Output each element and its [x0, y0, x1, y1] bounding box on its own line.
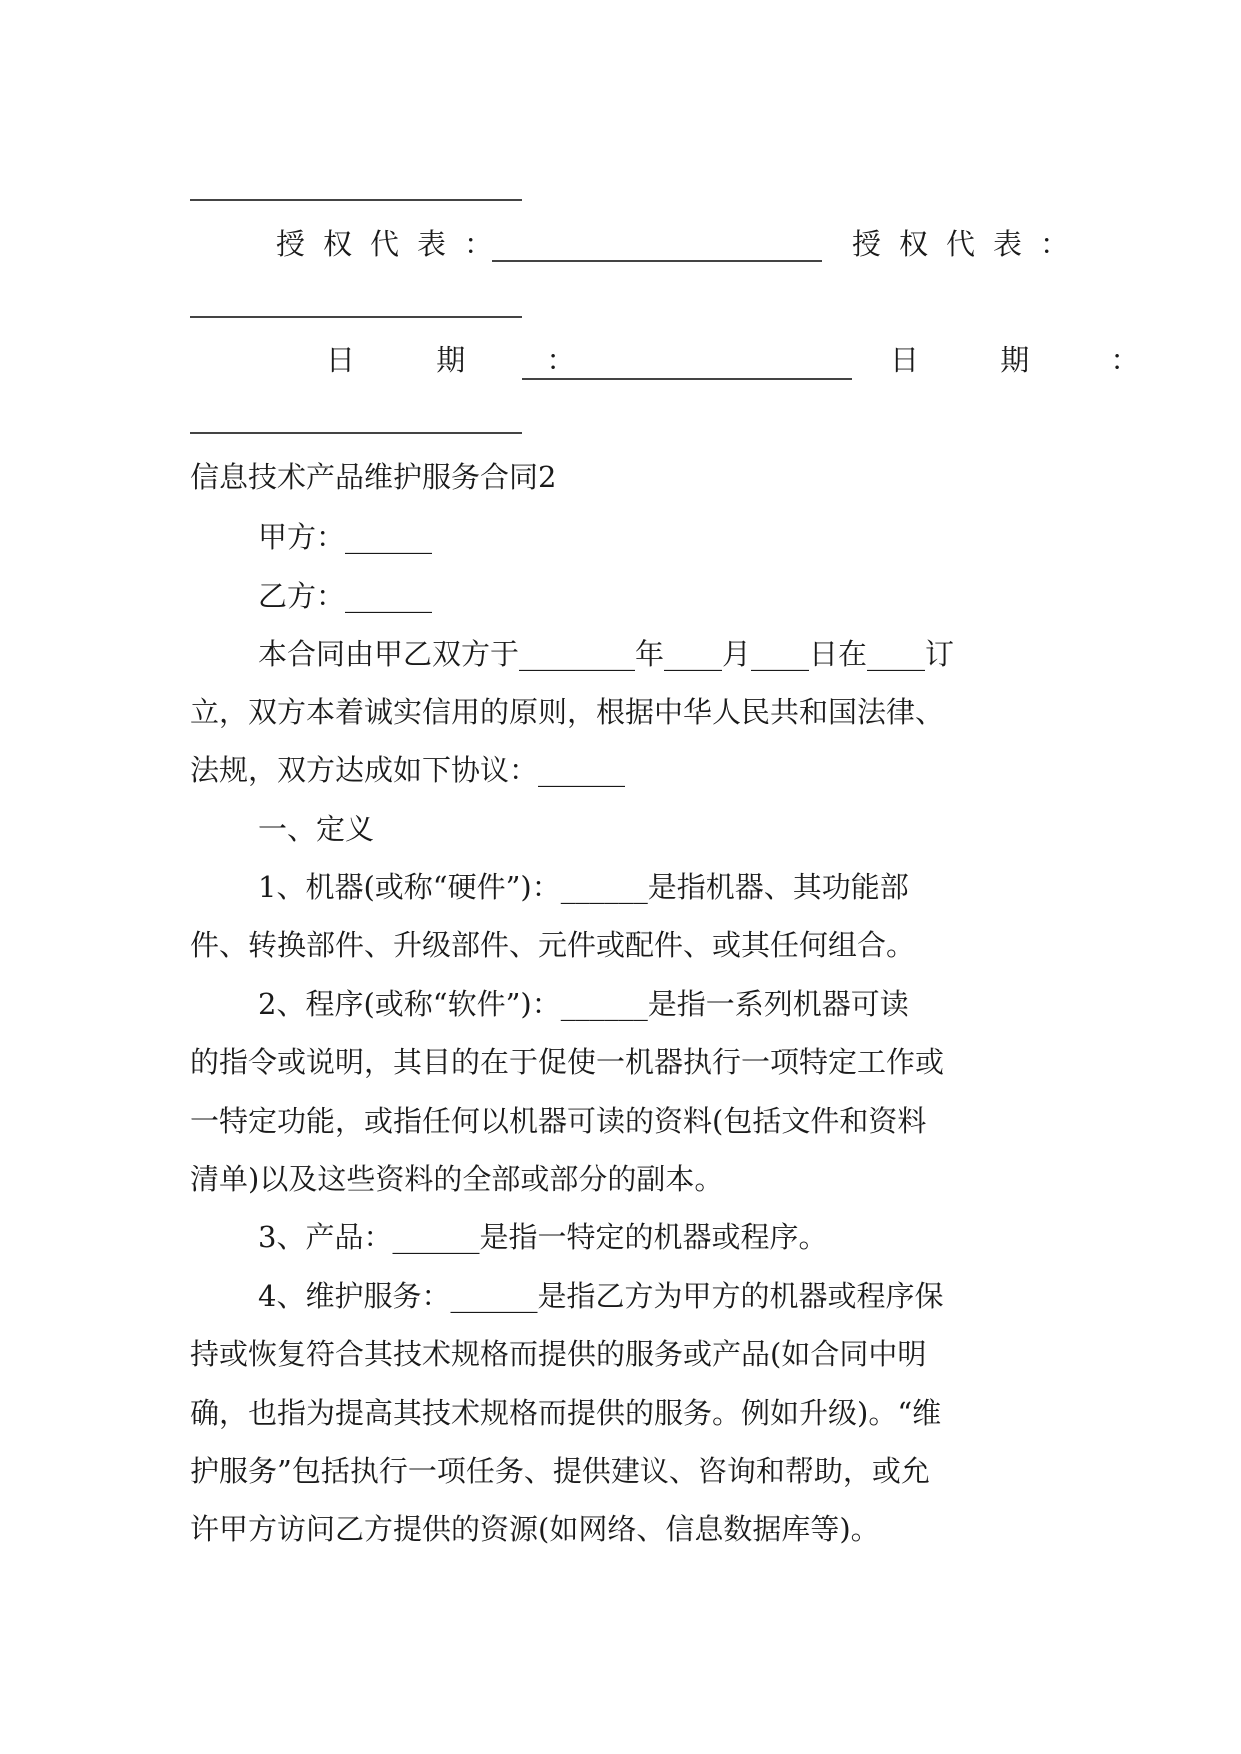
party-b-line: 乙方：______: [258, 579, 433, 613]
def-4-line-2: 持或恢复符合其技术规格而提供的服务或产品(如合同中明: [190, 1337, 927, 1371]
intro-line-1: 本合同由甲乙双方于________年____月____日在____订: [258, 637, 955, 671]
party-a-rep-label: 授权代表：: [276, 227, 512, 261]
party-b-rep-label: 授权代表：: [852, 227, 1088, 261]
party-a-line: 甲方：______: [258, 520, 433, 554]
def-4-line-3: 确，也指为提高其技术规格而提供的服务。例如升级)。“维: [190, 1396, 942, 1430]
def-2-line-4: 清单)以及这些资料的全部或部分的副本。: [190, 1162, 724, 1196]
signature-line: [190, 199, 522, 201]
party-a-date-label: 日 期 ：: [326, 343, 612, 377]
def-2-line-2: 的指令或说明，其目的在于促使一机器执行一项特定工作或: [190, 1045, 945, 1079]
party-a-rep-signature-line: [492, 260, 822, 262]
def-3-line-1: 3、产品：______是指一特定的机器或程序。: [258, 1220, 828, 1254]
party-b-date-label: 日 期 ：: [890, 343, 1176, 377]
intro-line-3: 法规，双方达成如下协议：______: [190, 753, 626, 787]
def-4-line-1: 4、维护服务：______是指乙方为甲方的机器或程序保: [258, 1279, 944, 1313]
party-b-rep-signature-line: [190, 316, 522, 318]
def-4-line-4: 护服务”包括执行一项任务、提供建议、咨询和帮助，或允: [190, 1454, 930, 1488]
def-1-line-2: 件、转换部件、升级部件、元件或配件、或其任何组合。: [190, 928, 916, 962]
def-1-line-1: 1、机器(或称“硬件”)：______是指机器、其功能部: [258, 870, 909, 904]
party-a-date-line: [522, 378, 852, 380]
intro-line-2: 立，双方本着诚实信用的原则，根据中华人民共和国法律、: [190, 695, 945, 729]
party-b-date-line: [190, 432, 522, 434]
def-2-line-3: 一特定功能，或指任何以机器可读的资料(包括文件和资料: [190, 1104, 927, 1138]
def-4-line-5: 许甲方访问乙方提供的资源(如网络、信息数据库等)。: [190, 1512, 880, 1546]
def-2-line-1: 2、程序(或称“软件”)：______是指一系列机器可读: [258, 987, 909, 1021]
contract-title: 信息技术产品维护服务合同2: [190, 460, 557, 494]
section-1-heading: 一、定义: [258, 812, 375, 846]
